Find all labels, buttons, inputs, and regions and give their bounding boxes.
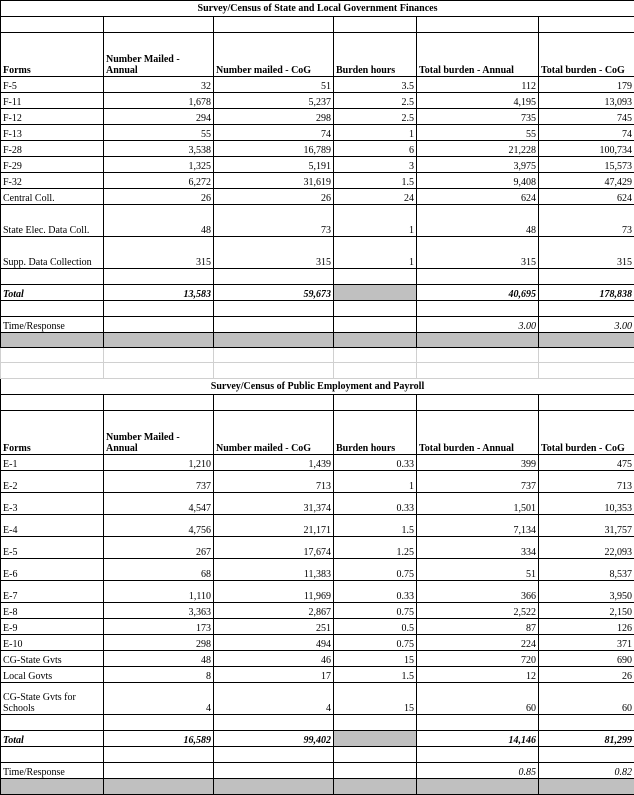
burden-annual-cell[interactable]: 9,408 bbox=[417, 173, 539, 189]
form-cell[interactable]: Local Govts bbox=[1, 667, 104, 683]
burden-cog-cell[interactable]: 60 bbox=[539, 683, 634, 715]
section1-total-row bbox=[1, 285, 634, 301]
mailed-annual-cell[interactable]: 68 bbox=[104, 559, 214, 581]
mailed-annual-cell[interactable]: 3,538 bbox=[104, 141, 214, 157]
burden-annual-cell[interactable]: 48 bbox=[417, 205, 539, 237]
burden-cog-cell[interactable]: 315 bbox=[539, 237, 634, 269]
mailed-cog-cell[interactable]: 74 bbox=[214, 125, 334, 141]
section2-header-row bbox=[1, 411, 634, 455]
section2-total-row bbox=[1, 731, 634, 747]
time-response-annual[interactable]: 3.00 bbox=[417, 317, 539, 333]
blank-row bbox=[1, 715, 634, 731]
burden-annual-cell[interactable]: 55 bbox=[417, 125, 539, 141]
section2-body bbox=[1, 455, 634, 715]
form-cell[interactable]: E-3 bbox=[1, 493, 104, 515]
form-cell[interactable]: CG-State Gvts bbox=[1, 651, 104, 667]
mailed-cog-cell[interactable]: 251 bbox=[214, 619, 334, 635]
burden-hours-cell[interactable]: 3.5 bbox=[334, 77, 417, 93]
blank-row bbox=[1, 269, 634, 285]
burden-annual-cell[interactable]: 3,975 bbox=[417, 157, 539, 173]
burden-annual-cell[interactable]: 366 bbox=[417, 581, 539, 603]
form-cell[interactable]: F-11 bbox=[1, 93, 104, 109]
header-forms[interactable]: Forms bbox=[1, 33, 104, 77]
burden-annual-cell[interactable]: 737 bbox=[417, 471, 539, 493]
form-cell[interactable]: State Elec. Data Coll. bbox=[1, 205, 104, 237]
burden-cog-cell[interactable]: 10,353 bbox=[539, 493, 634, 515]
mailed-cog-cell[interactable]: 494 bbox=[214, 635, 334, 651]
mailed-annual-cell[interactable]: 173 bbox=[104, 619, 214, 635]
total-hours-cell[interactable] bbox=[334, 285, 417, 301]
table-row bbox=[1, 651, 634, 667]
mailed-annual-cell[interactable]: 1,210 bbox=[104, 455, 214, 471]
table-row bbox=[1, 559, 634, 581]
gap-row bbox=[1, 363, 634, 379]
header-total-burden-cog[interactable]: Total burden - CoG bbox=[539, 33, 634, 77]
header-burden-hours[interactable]: Burden hours bbox=[334, 411, 417, 455]
blank-row bbox=[1, 747, 634, 763]
burden-cog-cell[interactable]: 624 bbox=[539, 189, 634, 205]
mailed-annual-cell[interactable]: 315 bbox=[104, 237, 214, 269]
burden-annual-cell[interactable]: 12 bbox=[417, 667, 539, 683]
burden-cog-cell[interactable]: 475 bbox=[539, 455, 634, 471]
burden-annual-cell[interactable]: 315 bbox=[417, 237, 539, 269]
burden-hours-cell[interactable]: 15 bbox=[334, 651, 417, 667]
header-burden-hours[interactable]: Burden hours bbox=[334, 33, 417, 77]
blank-row bbox=[1, 301, 634, 317]
total-mailed-annual[interactable]: 16,589 bbox=[104, 731, 214, 747]
form-cell[interactable]: E-7 bbox=[1, 581, 104, 603]
header-forms[interactable]: Forms bbox=[1, 411, 104, 455]
table-row bbox=[1, 683, 634, 715]
mailed-annual-cell[interactable]: 48 bbox=[104, 205, 214, 237]
header-mailed-annual[interactable]: Number Mailed - Annual bbox=[104, 411, 214, 455]
form-cell[interactable]: F-32 bbox=[1, 173, 104, 189]
burden-cog-cell[interactable]: 371 bbox=[539, 635, 634, 651]
mailed-cog-cell[interactable]: 298 bbox=[214, 109, 334, 125]
mailed-cog-cell[interactable]: 17 bbox=[214, 667, 334, 683]
burden-hours-cell[interactable]: 0.33 bbox=[334, 493, 417, 515]
section1-title-row bbox=[1, 1, 634, 17]
burden-hours-cell[interactable]: 1.5 bbox=[334, 515, 417, 537]
table-row bbox=[1, 581, 634, 603]
burden-cog-cell[interactable]: 31,757 bbox=[539, 515, 634, 537]
burden-annual-cell[interactable]: 224 bbox=[417, 635, 539, 651]
burden-annual-cell[interactable]: 4,195 bbox=[417, 93, 539, 109]
burden-hours-cell[interactable]: 1.5 bbox=[334, 667, 417, 683]
total-label[interactable]: Total bbox=[1, 285, 104, 301]
mailed-cog-cell[interactable]: 713 bbox=[214, 471, 334, 493]
grey-separator-row bbox=[1, 333, 634, 348]
burden-hours-cell[interactable]: 1.5 bbox=[334, 173, 417, 189]
mailed-cog-cell[interactable]: 31,619 bbox=[214, 173, 334, 189]
mailed-cog-cell[interactable]: 17,674 bbox=[214, 537, 334, 559]
blank-row bbox=[1, 395, 634, 411]
form-cell[interactable]: E-6 bbox=[1, 559, 104, 581]
section2-title-row bbox=[1, 379, 634, 395]
form-cell[interactable]: Supp. Data Collection bbox=[1, 237, 104, 269]
form-cell[interactable]: E-2 bbox=[1, 471, 104, 493]
mailed-cog-cell[interactable]: 11,969 bbox=[214, 581, 334, 603]
burden-annual-cell[interactable]: 720 bbox=[417, 651, 539, 667]
form-cell[interactable]: E-1 bbox=[1, 455, 104, 471]
form-cell[interactable]: F-12 bbox=[1, 109, 104, 125]
table-row bbox=[1, 667, 634, 683]
total-burden-annual[interactable]: 14,146 bbox=[417, 731, 539, 747]
time-response-cog[interactable]: 0.82 bbox=[539, 763, 634, 779]
burden-annual-cell[interactable]: 21,228 bbox=[417, 141, 539, 157]
gap-row bbox=[1, 348, 634, 363]
burden-hours-cell[interactable]: 6 bbox=[334, 141, 417, 157]
table-row bbox=[1, 493, 634, 515]
mailed-annual-cell[interactable]: 1,325 bbox=[104, 157, 214, 173]
total-label[interactable]: Total bbox=[1, 731, 104, 747]
mailed-annual-cell[interactable]: 48 bbox=[104, 651, 214, 667]
mailed-annual-cell[interactable]: 294 bbox=[104, 109, 214, 125]
form-cell[interactable]: F-28 bbox=[1, 141, 104, 157]
mailed-cog-cell[interactable]: 1,439 bbox=[214, 455, 334, 471]
total-burden-cog[interactable]: 81,299 bbox=[539, 731, 634, 747]
burden-hours-cell[interactable]: 0.75 bbox=[334, 635, 417, 651]
form-cell[interactable]: F-5 bbox=[1, 77, 104, 93]
burden-cog-cell[interactable]: 13,093 bbox=[539, 93, 634, 109]
burden-hours-cell[interactable]: 2.5 bbox=[334, 93, 417, 109]
total-mailed-cog[interactable]: 59,673 bbox=[214, 285, 334, 301]
grey-separator-row bbox=[1, 779, 634, 795]
burden-hours-cell[interactable]: 0.75 bbox=[334, 559, 417, 581]
mailed-annual-cell[interactable]: 8 bbox=[104, 667, 214, 683]
header-total-burden-annual[interactable]: Total burden - Annual bbox=[417, 411, 539, 455]
table-row bbox=[1, 237, 634, 269]
burden-cog-cell[interactable]: 690 bbox=[539, 651, 634, 667]
table-row bbox=[1, 619, 634, 635]
burden-annual-cell[interactable]: 735 bbox=[417, 109, 539, 125]
section2-time-response-row bbox=[1, 763, 634, 779]
mailed-annual-cell[interactable]: 3,363 bbox=[104, 603, 214, 619]
burden-hours-cell[interactable]: 1 bbox=[334, 237, 417, 269]
form-cell[interactable]: E-5 bbox=[1, 537, 104, 559]
burden-cog-cell[interactable]: 745 bbox=[539, 109, 634, 125]
table-row bbox=[1, 603, 634, 619]
burden-hours-cell[interactable]: 0.33 bbox=[334, 455, 417, 471]
header-total-burden-cog[interactable]: Total burden - CoG bbox=[539, 411, 634, 455]
burden-cog-cell[interactable]: 15,573 bbox=[539, 157, 634, 173]
form-cell[interactable]: Central Coll. bbox=[1, 189, 104, 205]
mailed-cog-cell[interactable]: 2,867 bbox=[214, 603, 334, 619]
total-mailed-annual[interactable]: 13,583 bbox=[104, 285, 214, 301]
burden-cog-cell[interactable]: 8,537 bbox=[539, 559, 634, 581]
burden-cog-cell[interactable]: 713 bbox=[539, 471, 634, 493]
table-row bbox=[1, 77, 634, 93]
table-row bbox=[1, 635, 634, 651]
header-mailed-cog[interactable]: Number mailed - CoG bbox=[214, 33, 334, 77]
blank-row bbox=[1, 17, 634, 33]
burden-cog-cell[interactable]: 3,950 bbox=[539, 581, 634, 603]
total-mailed-cog[interactable]: 99,402 bbox=[214, 731, 334, 747]
time-response-annual[interactable]: 0.85 bbox=[417, 763, 539, 779]
section2-title[interactable]: Survey/Census of Public Employment and Payroll bbox=[1, 379, 634, 395]
total-hours-cell[interactable] bbox=[334, 731, 417, 747]
burden-hours-cell[interactable]: 0.75 bbox=[334, 603, 417, 619]
mailed-cog-cell[interactable]: 11,383 bbox=[214, 559, 334, 581]
mailed-cog-cell[interactable]: 26 bbox=[214, 189, 334, 205]
table-row bbox=[1, 157, 634, 173]
table-row bbox=[1, 109, 634, 125]
burden-hours-cell[interactable]: 1.25 bbox=[334, 537, 417, 559]
burden-cog-cell[interactable]: 73 bbox=[539, 205, 634, 237]
table-row bbox=[1, 141, 634, 157]
mailed-annual-cell[interactable]: 4,756 bbox=[104, 515, 214, 537]
form-cell[interactable]: F-29 bbox=[1, 157, 104, 173]
section1-title[interactable]: Survey/Census of State and Local Government Finances bbox=[1, 1, 634, 17]
time-response-cog[interactable]: 3.00 bbox=[539, 317, 634, 333]
mailed-annual-cell[interactable]: 4 bbox=[104, 683, 214, 715]
burden-annual-cell[interactable]: 51 bbox=[417, 559, 539, 581]
mailed-annual-cell[interactable]: 298 bbox=[104, 635, 214, 651]
burden-annual-cell[interactable]: 1,501 bbox=[417, 493, 539, 515]
burden-annual-cell[interactable]: 7,134 bbox=[417, 515, 539, 537]
header-mailed-annual[interactable]: Number Mailed - Annual bbox=[104, 33, 214, 77]
table-row bbox=[1, 515, 634, 537]
burden-hours-cell[interactable]: 1 bbox=[334, 205, 417, 237]
table-row bbox=[1, 537, 634, 559]
burden-hours-cell[interactable]: 0.5 bbox=[334, 619, 417, 635]
total-burden-annual[interactable]: 40,695 bbox=[417, 285, 539, 301]
burden-cog-cell[interactable]: 100,734 bbox=[539, 141, 634, 157]
burden-cog-cell[interactable]: 179 bbox=[539, 77, 634, 93]
mailed-cog-cell[interactable]: 5,237 bbox=[214, 93, 334, 109]
mailed-cog-cell[interactable]: 31,374 bbox=[214, 493, 334, 515]
mailed-cog-cell[interactable]: 315 bbox=[214, 237, 334, 269]
burden-hours-cell[interactable]: 15 bbox=[334, 683, 417, 715]
mailed-cog-cell[interactable]: 51 bbox=[214, 77, 334, 93]
burden-annual-cell[interactable]: 399 bbox=[417, 455, 539, 471]
mailed-cog-cell[interactable]: 46 bbox=[214, 651, 334, 667]
burden-cog-cell[interactable]: 22,093 bbox=[539, 537, 634, 559]
burden-hours-cell[interactable]: 24 bbox=[334, 189, 417, 205]
table-row bbox=[1, 173, 634, 189]
mailed-annual-cell[interactable]: 1,110 bbox=[104, 581, 214, 603]
mailed-annual-cell[interactable]: 26 bbox=[104, 189, 214, 205]
table-row bbox=[1, 205, 634, 237]
burden-cog-cell[interactable]: 126 bbox=[539, 619, 634, 635]
table-row bbox=[1, 93, 634, 109]
burden-annual-cell[interactable]: 112 bbox=[417, 77, 539, 93]
mailed-annual-cell[interactable]: 4,547 bbox=[104, 493, 214, 515]
form-cell[interactable]: E-10 bbox=[1, 635, 104, 651]
total-burden-cog[interactable]: 178,838 bbox=[539, 285, 634, 301]
mailed-cog-cell[interactable]: 16,789 bbox=[214, 141, 334, 157]
mailed-annual-cell[interactable]: 6,272 bbox=[104, 173, 214, 189]
mailed-annual-cell[interactable]: 737 bbox=[104, 471, 214, 493]
burden-cog-cell[interactable]: 26 bbox=[539, 667, 634, 683]
header-mailed-cog[interactable]: Number mailed - CoG bbox=[214, 411, 334, 455]
form-cell[interactable]: CG-State Gvts for Schools bbox=[1, 683, 104, 715]
burden-hours-cell[interactable]: 3 bbox=[334, 157, 417, 173]
burden-annual-cell[interactable]: 2,522 bbox=[417, 603, 539, 619]
burden-cog-cell[interactable]: 47,429 bbox=[539, 173, 634, 189]
section1-time-response-row bbox=[1, 317, 634, 333]
table-row bbox=[1, 455, 634, 471]
burden-cog-cell[interactable]: 2,150 bbox=[539, 603, 634, 619]
header-total-burden-annual[interactable]: Total burden - Annual bbox=[417, 33, 539, 77]
burden-hours-cell[interactable]: 1 bbox=[334, 471, 417, 493]
mailed-annual-cell[interactable]: 267 bbox=[104, 537, 214, 559]
burden-annual-cell[interactable]: 60 bbox=[417, 683, 539, 715]
form-cell[interactable]: E-8 bbox=[1, 603, 104, 619]
burden-annual-cell[interactable]: 87 bbox=[417, 619, 539, 635]
section1-header-row bbox=[1, 33, 634, 77]
form-cell[interactable]: E-4 bbox=[1, 515, 104, 537]
mailed-annual-cell[interactable]: 32 bbox=[104, 77, 214, 93]
mailed-annual-cell[interactable]: 1,678 bbox=[104, 93, 214, 109]
time-response-label[interactable]: Time/Response bbox=[1, 763, 104, 779]
mailed-cog-cell[interactable]: 21,171 bbox=[214, 515, 334, 537]
time-response-label[interactable]: Time/Response bbox=[1, 317, 104, 333]
burden-hours-cell[interactable]: 2.5 bbox=[334, 109, 417, 125]
mailed-cog-cell[interactable]: 5,191 bbox=[214, 157, 334, 173]
burden-annual-cell[interactable]: 334 bbox=[417, 537, 539, 559]
form-cell[interactable]: F-13 bbox=[1, 125, 104, 141]
table-row bbox=[1, 189, 634, 205]
mailed-annual-cell[interactable]: 55 bbox=[104, 125, 214, 141]
form-cell[interactable]: E-9 bbox=[1, 619, 104, 635]
table-row bbox=[1, 471, 634, 493]
mailed-cog-cell[interactable]: 4 bbox=[214, 683, 334, 715]
mailed-cog-cell[interactable]: 73 bbox=[214, 205, 334, 237]
table-row bbox=[1, 125, 634, 141]
burden-cog-cell[interactable]: 74 bbox=[539, 125, 634, 141]
section1-body bbox=[1, 77, 634, 269]
burden-hours-cell[interactable]: 1 bbox=[334, 125, 417, 141]
burden-hours-cell[interactable]: 0.33 bbox=[334, 581, 417, 603]
burden-annual-cell[interactable]: 624 bbox=[417, 189, 539, 205]
